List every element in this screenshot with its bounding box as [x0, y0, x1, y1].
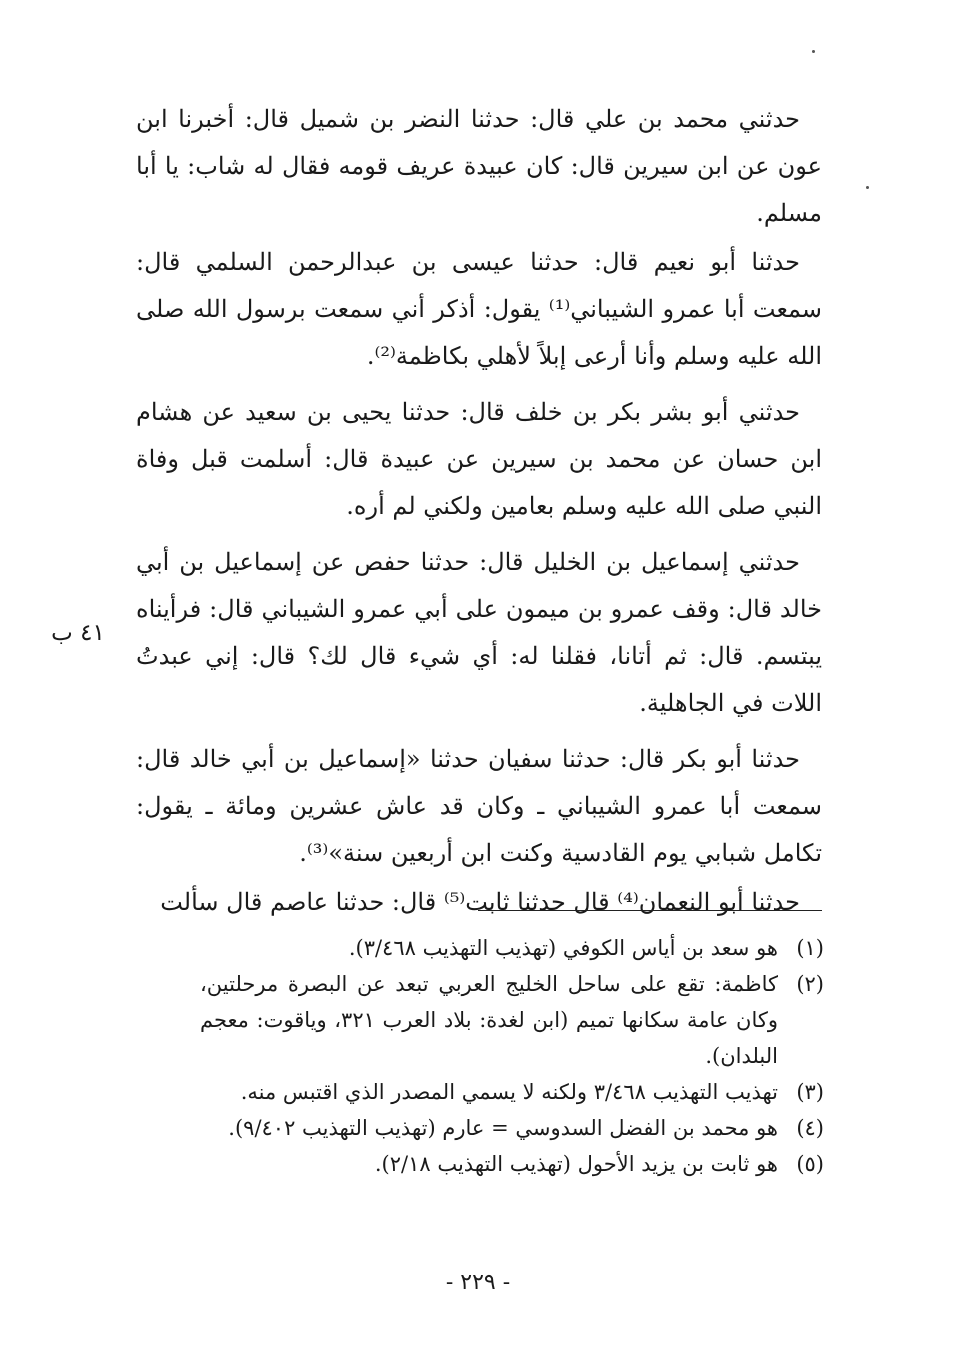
footnote-text: هو محمد بن الفضل السدوسي = عارم (تهذيب التهذيب ٩/٤٠٢). [228, 1116, 778, 1140]
paragraph-5: حدثنا أبو بكر قال: حدثنا سفيان حدثنا «إسماعيل بن أبي خالد قال: سمعت أبا عمرو الشيباني ـ وكان قد عاش عشرين ومائة ـ يقول: تكامل شبابي يوم القادسية وكنت ابن أربعين سنة»⁽³⁾. [136, 745, 822, 867]
paragraph-3: حدثني أبو بشر بكر بن خلف قال: حدثنا يحيى بن سعيد عن هشام ابن حسان عن محمد بن سيرين عن عبيدة قال: أسلمت قبل وفاة النبي صلى الله عليه وسلم بعامين ولكني لم أره. [136, 398, 822, 520]
footnotes [200, 930, 824, 1182]
footnote-text: تهذيب التهذيب ٣/٤٦٨ ولكنه لا يسمي المصدر الذي اقتبس منه. [240, 1080, 778, 1104]
footnote-text: هو سعد بن أياس الكوفي (تهذيب التهذيب ٣/٤٦٨). [348, 936, 778, 960]
footnote-number: (٥) [796, 1152, 824, 1176]
footnote-separator [478, 910, 822, 911]
footnote-2 [200, 966, 824, 1074]
scan-speck [866, 186, 869, 189]
footnote-text: كاظمة: تقع على ساحل الخليج العربي تبعد عن البصرة مرحلتين، وكان عامة سكانها تميم (ابن لغدة: بلاد العرب ٣٢١، وياقوت: معجم البلدان). [200, 972, 778, 1068]
page-number: - ٢٢٩ - [445, 1270, 511, 1295]
footnote-number: (٤) [796, 1116, 824, 1140]
footnote-1 [200, 930, 824, 966]
paragraph-2: حدثنا أبو نعيم قال: حدثنا عيسى بن عبدالرحمن السلمي قال: سمعت أبا عمرو الشيباني⁽¹⁾ يقول: أذكر أني سمعت برسول الله صلى الله عليه وسلم وأنا أرعى إبلاً لأهلي بكاظمة⁽²⁾. [136, 248, 823, 370]
footnote-3 [200, 1074, 824, 1110]
paragraph-1: حدثني محمد بن علي قال: حدثنا النضر بن شميل قال: أخبرنا ابن عون عن ابن سيرين قال: كان عبيدة عريف قومه فقال له شاب: يا أبا مسلم. [136, 105, 822, 227]
main-text [136, 96, 822, 926]
footnote-number: (١) [796, 936, 824, 960]
footnote-text: هو ثابت بن يزيد الأحول (تهذيب التهذيب ٢/١٨). [374, 1152, 778, 1176]
footnote-number: (٣) [796, 1080, 824, 1104]
manuscript-folio-marker: ٤١ ب [51, 620, 105, 646]
footnote-4 [200, 1110, 824, 1146]
footnote-number: (٢) [796, 972, 824, 996]
scan-speck [812, 50, 815, 53]
footnote-5 [200, 1146, 824, 1182]
paragraph-6: حدثنا أبو النعمان⁽⁴⁾ قال حدثنا ثابت⁽⁵⁾ قال: حدثنا عاصم قال سألت [160, 888, 800, 916]
paragraph-4: حدثني إسماعيل بن الخليل قال: حدثنا حفص عن إسماعيل بن أبي خالد قال: وقف عمرو بن ميمون على أبي عمرو الشيباني قال: فرأيناه يبتسم. قال: ثم أتانا، فقلنا له: أي شيء قال لك؟ قال: إني عبدتُ اللات في الجاهلية. [136, 548, 822, 717]
